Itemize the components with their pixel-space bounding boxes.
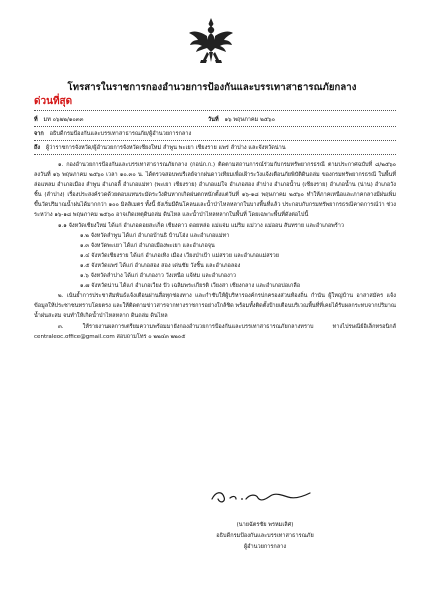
divider: [34, 154, 396, 155]
divider: [34, 140, 396, 141]
signer-name: (นายฉัตรชัย พรหมเลิศ): [236, 522, 294, 528]
date-value: ๑๖ พฤษภาคม ๒๕๖๐: [224, 117, 275, 123]
list-item: ๑.๓ จังหวัดพะเยา ได้แก่ อำเภอเมืองพะเยา และอำเภอจุน: [80, 242, 215, 249]
divider: [34, 110, 396, 111]
list-item: ๑.๔ จังหวัดเชียงราย ได้แก่ อำเภอเทิง เมือง เวียงป่าเป้า แม่สรวย และอำเภอแม่สรวย: [80, 252, 279, 259]
ref-value: มท ๐๖๒๒/๑๐๓๓: [43, 117, 84, 123]
ref-row: [34, 116, 83, 124]
list-item: ๑.๕ จังหวัดแพร่ ได้แก่ อำเภอสอง สอง เด่นชัย วังชิ้น และอำเภอลอง: [80, 262, 241, 269]
paragraph-3: ๓. ให้รายงานผลการเตรียมความพร้อมมายังกองอำนวยการป้องกันและบรรเทาสาธารณภัยกลางทราบ ทางไปรษณีย์อิเล็กทรอนิกส์ centraleoc.office@gmail.com สอบถามโทร ๐ ๒๒๔๓ ๒๒๐๕: [34, 323, 396, 340]
paragraph-1: ๑. กองอำนวยการป้องกันและบรรเทาสาธารณภัยกลาง (กอปภ.ก.) ติดตามสถานการณ์ร่วมกับกรมทรัพยากรธรณี ตามประกาศฉบับที่ ๘/๒๕๖๐ ลงวันที่ ๑๖ พฤษภาคม ๒๕๖๐ เวลา ๑๐.๓๐ น. ได้ตรวจสอบพบรีเลย์จากฝนดาวเทียมเพื่อเฝ้าระวังแจ้งเตือนภัยพิบัติดินถล่ม ของกรมทรัพยากรธรณี ในพื้นที่ล่อแหลม อำเภอเมือง ลำพูน อำเภอลี้ อำเภอแม่ทา (พะเยา เชียงราย) อำเภอแม่ใจ อำเภอสอง ลำปาง อำเภอน้ำน (เชียงราย) อำเภอน้ำน (น่าน) อำเภอวังชิ้น (ลำปาง) เรื่องประสงค์รวดด้วยตอบแทนระมัดระวังดินหากเกิดฝนตกหนักตั้งแต่วันที่ ๑๖-๑๘ พฤษภาคม ๒๕๖๐ ทำให้ภาคเหนือและภาคกลางมีฝนเพิ่มขึ้นวัดปริมาณน้ำฝนได้มากกว่า ๑๐๐ มิลลิเมตร ทั้งนี้ ยังเริ่มมีดินโคลนและน้ำป่าไหลหลากในบางพื้นที่แล้ว ประกอบกับกรมทรัพยากรธรณีคาดการณ์ว่า ช่วงระหว่าง ๑๖-๑๘ พฤษภาคม ๒๕๖๐ อาจเกิดเหตุดินถล่ม ดินไหล และน้ำป่าไหลหลากในพื้นที่ โดยเฉพาะพื้นที่ดังต่อไปนี้: [34, 162, 396, 219]
urgency-label: ด่วนที่สุด: [34, 96, 73, 107]
from-row: [34, 130, 191, 138]
to-row: [34, 144, 286, 152]
from-label: จาก: [34, 131, 44, 137]
handwritten-signature: [206, 485, 316, 507]
to-value: ผู้ว่าราชการจังหวัด/ผู้อำนวยการจังหวัดเชียงใหม่ ลำพูน พะเยา เชียงราย แพร่ ลำปาง และจังหวัดน่าน: [45, 145, 286, 151]
document-title: โทรสารในราชการกองอำนวยการป้องกันและบรรเทาสาธารณภัยกลาง: [67, 82, 357, 93]
list-item: ๑.๒ จังหวัดลำพูน ได้แก่ อำเภอบ้านธิ บ้านโฮ่ง และอำเภอแม่ทา: [80, 232, 230, 239]
list-item: ๑.๑ จังหวัดเชียงใหม่ ได้แก่ อำเภอดอยสะเก็ด เชียงดาว ดอยหล่อ แม่แจ่ม แม่ริม แม่วาง แม่ออน สันทราย และอำเภอพร้าว: [58, 222, 345, 229]
date-label: วันที่: [208, 117, 219, 123]
ref-label: ที่: [34, 117, 38, 123]
list-item: ๑.๗ จังหวัดน่าน ได้แก่ อำเภอเวียง ปัว เฉลิมพระเกียรติ เวียงสา เชียงกลาง และอำเภอบ่อเกลือ: [80, 283, 301, 290]
signer-position: อธิบดีกรมป้องกันและบรรเทาสาธารณภัย: [216, 533, 314, 539]
garuda-emblem-icon: [187, 16, 235, 66]
memo-body: [34, 160, 396, 342]
paragraph-2: ๒. เน้นย้ำการประชาสัมพันธ์แจ้งเตือนผ่านสื่อทุกช่องทาง และกำชับให้ผู้บริหารองค์กรปกครองส่วนท้องถิ่น กำนัน ผู้ใหญ่บ้าน อาสาสมัคร แจ้งข้อมูลให้ประชาชนทราบโดยตรง และให้ติดตามข่าวสารจากทางราชการอย่างใกล้ชิด พร้อมทั้งติดตั้งป้ายเตือนบริเวณพื้นที่ที่เคยได้รับผลกระทบจากปริมาณน้ำฝนสะสม จนทำให้เกิดน้ำป่าไหลหลาก ดินถล่ม ดินไหล: [34, 293, 396, 320]
divider: [34, 126, 396, 127]
signature-block: [180, 520, 350, 553]
from-value: อธิบดีกรมป้องกันและบรรเทาสาธารณภัย/ผู้อำนวยการกลาง: [49, 131, 192, 137]
to-label: ถึง: [34, 145, 41, 151]
list-item: ๑.๖ จังหวัดลำปาง ได้แก่ อำเภองาว วังเหนือ แจ้ห่ม และอำเภองาว: [80, 273, 237, 280]
date-row: [208, 116, 275, 124]
signer-role: ผู้อำนวยการกลาง: [243, 544, 287, 550]
